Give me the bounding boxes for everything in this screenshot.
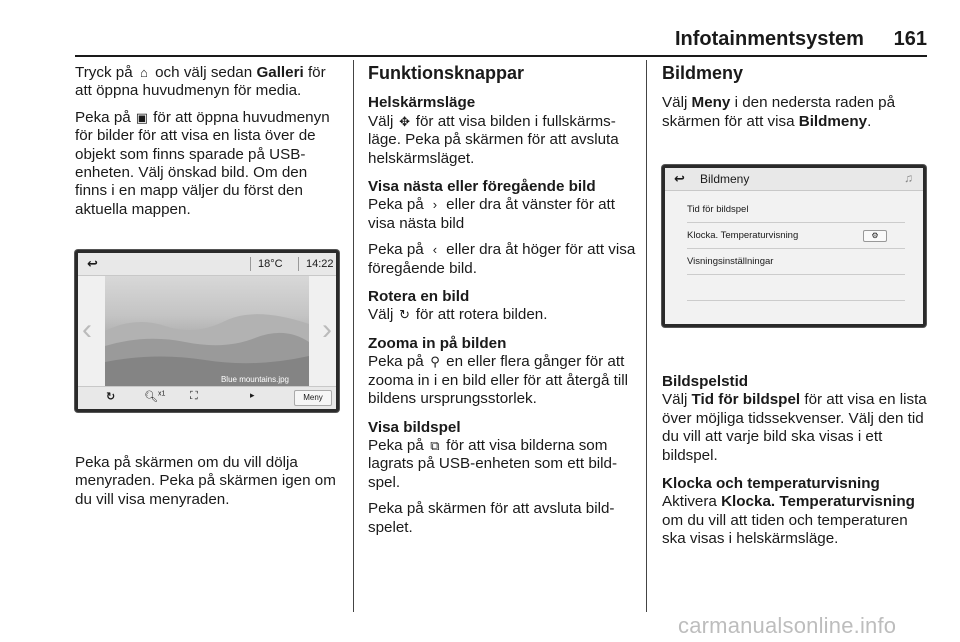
clock-readout: 14:22 — [306, 258, 334, 270]
column-divider-2 — [646, 60, 647, 612]
fullscreen-icon[interactable]: ⛶ — [190, 390, 198, 402]
picture-menu-title: Bildmeny — [700, 172, 750, 186]
menu-item-slideshow-time[interactable]: Tid för bildspel — [687, 198, 905, 223]
previous-picture-icon[interactable]: ‹ — [82, 313, 92, 346]
subheading-fullscreen: Helskärmsläge — [368, 94, 476, 112]
subheading-slideshow: Visa bildspel — [368, 418, 461, 436]
slideshow-icon: ⧉ — [430, 437, 440, 453]
gallery-list-icon: ▣ — [135, 109, 149, 125]
zoom-icon: ⚲ — [430, 354, 440, 370]
picture-menu-screenshot — [662, 165, 926, 327]
picture-display — [105, 276, 309, 388]
temperature-readout: 18°C — [258, 258, 283, 270]
column-1 — [75, 64, 343, 227]
menu-item-clock-temperature[interactable]: Klocka. Temperaturvisning ⚙ — [687, 224, 905, 249]
running-title: Infotainmentsystem — [675, 28, 864, 50]
column-3: Bildmeny Välj Meny i den nedersta raden på skärmen för att visa Bildmeny. — [662, 64, 932, 139]
column-2: Funktionsknappar Helskärmsläge Välj ✥ för att visa bilden i fullskärms-läge. Peka på skärmen för att avsluta helskärmsläget. Visa nästa eller föregående bild Peka på › eller dra åt vänster för att visa nästa bild Peka på ‹ eller dra åt höger för att visa föregående bild. Rotera en bild Välj ↻ för att rotera bilden. Zooma in på bilden Peka på ⚲ en eller flera gånger för att zooma in i en bild eller för att återgå till bildens ursprungsstorlek. Visa bildspel Peka på ⧉ för att visa bilderna som lagrats på USB-enheten som ett bild-spel. Peka på skärmen för att avsluta bild-spelet. — [368, 63, 636, 536]
chevron-right-icon: › — [432, 197, 438, 213]
menu-button[interactable]: Meny — [294, 390, 332, 406]
paragraph-open-gallery: Tryck på ⌂ och välj sedan Galleri för att öppna huvudmenyn för media. — [75, 64, 326, 100]
picture-filename: Blue mountains.jpg — [220, 375, 289, 384]
zoom-icon[interactable]: 🔍︎$^{x1}$ — [144, 390, 166, 403]
fullscreen-icon: ✥ — [399, 113, 410, 129]
paragraph-picture-menu: Peka på ▣ för att öppna huvudmenyn för bilder för att visa en lista över de objekt som finns sparade på USB-enheten. Välj önskad bild. Om den finns i en mapp väljer du först den aktuella mappen. — [75, 108, 330, 218]
picture-viewer-screenshot — [75, 250, 339, 412]
subheading-next-previous: Visa nästa eller föregående bild — [368, 178, 596, 196]
next-picture-icon[interactable]: › — [322, 313, 332, 346]
watermark: carmanualsonline.info — [678, 613, 897, 638]
column-divider-1 — [353, 60, 354, 612]
subheading-slideshow-time: Bildspelstid — [662, 373, 749, 390]
back-icon[interactable]: ↩ — [87, 256, 98, 271]
menu-item-empty — [687, 276, 905, 301]
header-rule — [75, 55, 927, 57]
picture-menu-header — [665, 168, 923, 191]
home-icon: ⌂ — [139, 65, 148, 80]
menu-item-display-settings[interactable]: Visningsinställningar — [687, 250, 905, 275]
chevron-left-icon: ‹ — [432, 242, 438, 258]
page-number: 161 — [893, 28, 927, 50]
page-header — [75, 28, 930, 54]
section-heading-function-buttons: Funktionsknappar — [368, 63, 525, 83]
subheading-zoom: Zooma in på bilden — [368, 334, 507, 352]
music-note-icon[interactable]: ♫ — [904, 171, 913, 185]
rotate-icon[interactable]: ↻ — [106, 391, 116, 403]
section-heading-picture-menu: Bildmeny — [662, 63, 744, 83]
status-bar — [78, 253, 336, 276]
paragraph-hide-menu-bar: Peka på skärmen om du vill dölja menyraden. Peka på skärmen igen om du vill visa menyraden. — [75, 454, 336, 508]
subheading-rotate: Rotera en bild — [368, 288, 470, 306]
subheading-clock-temperature: Klocka och temperaturvisning — [662, 475, 880, 493]
menu-bar — [78, 386, 336, 409]
column-1-lower — [75, 454, 343, 517]
slideshow-icon[interactable]: ▸ — [250, 390, 255, 400]
back-icon[interactable]: ↩ — [674, 171, 685, 186]
toggle-icon[interactable]: ⚙ — [863, 230, 887, 242]
rotate-icon: ↻ — [399, 307, 410, 323]
column-3-lower: Bildspelstid Välj Tid för bildspel för att visa en lista över möjliga tidssekvenser. Välj den tid du vill att varje bild ska visas i ett bildspel. Klocka och temperaturvisning Aktivera Klocka. Temperaturvisning om du vill att tiden och temperaturen ska visas i helskärmsläge. — [662, 373, 932, 557]
